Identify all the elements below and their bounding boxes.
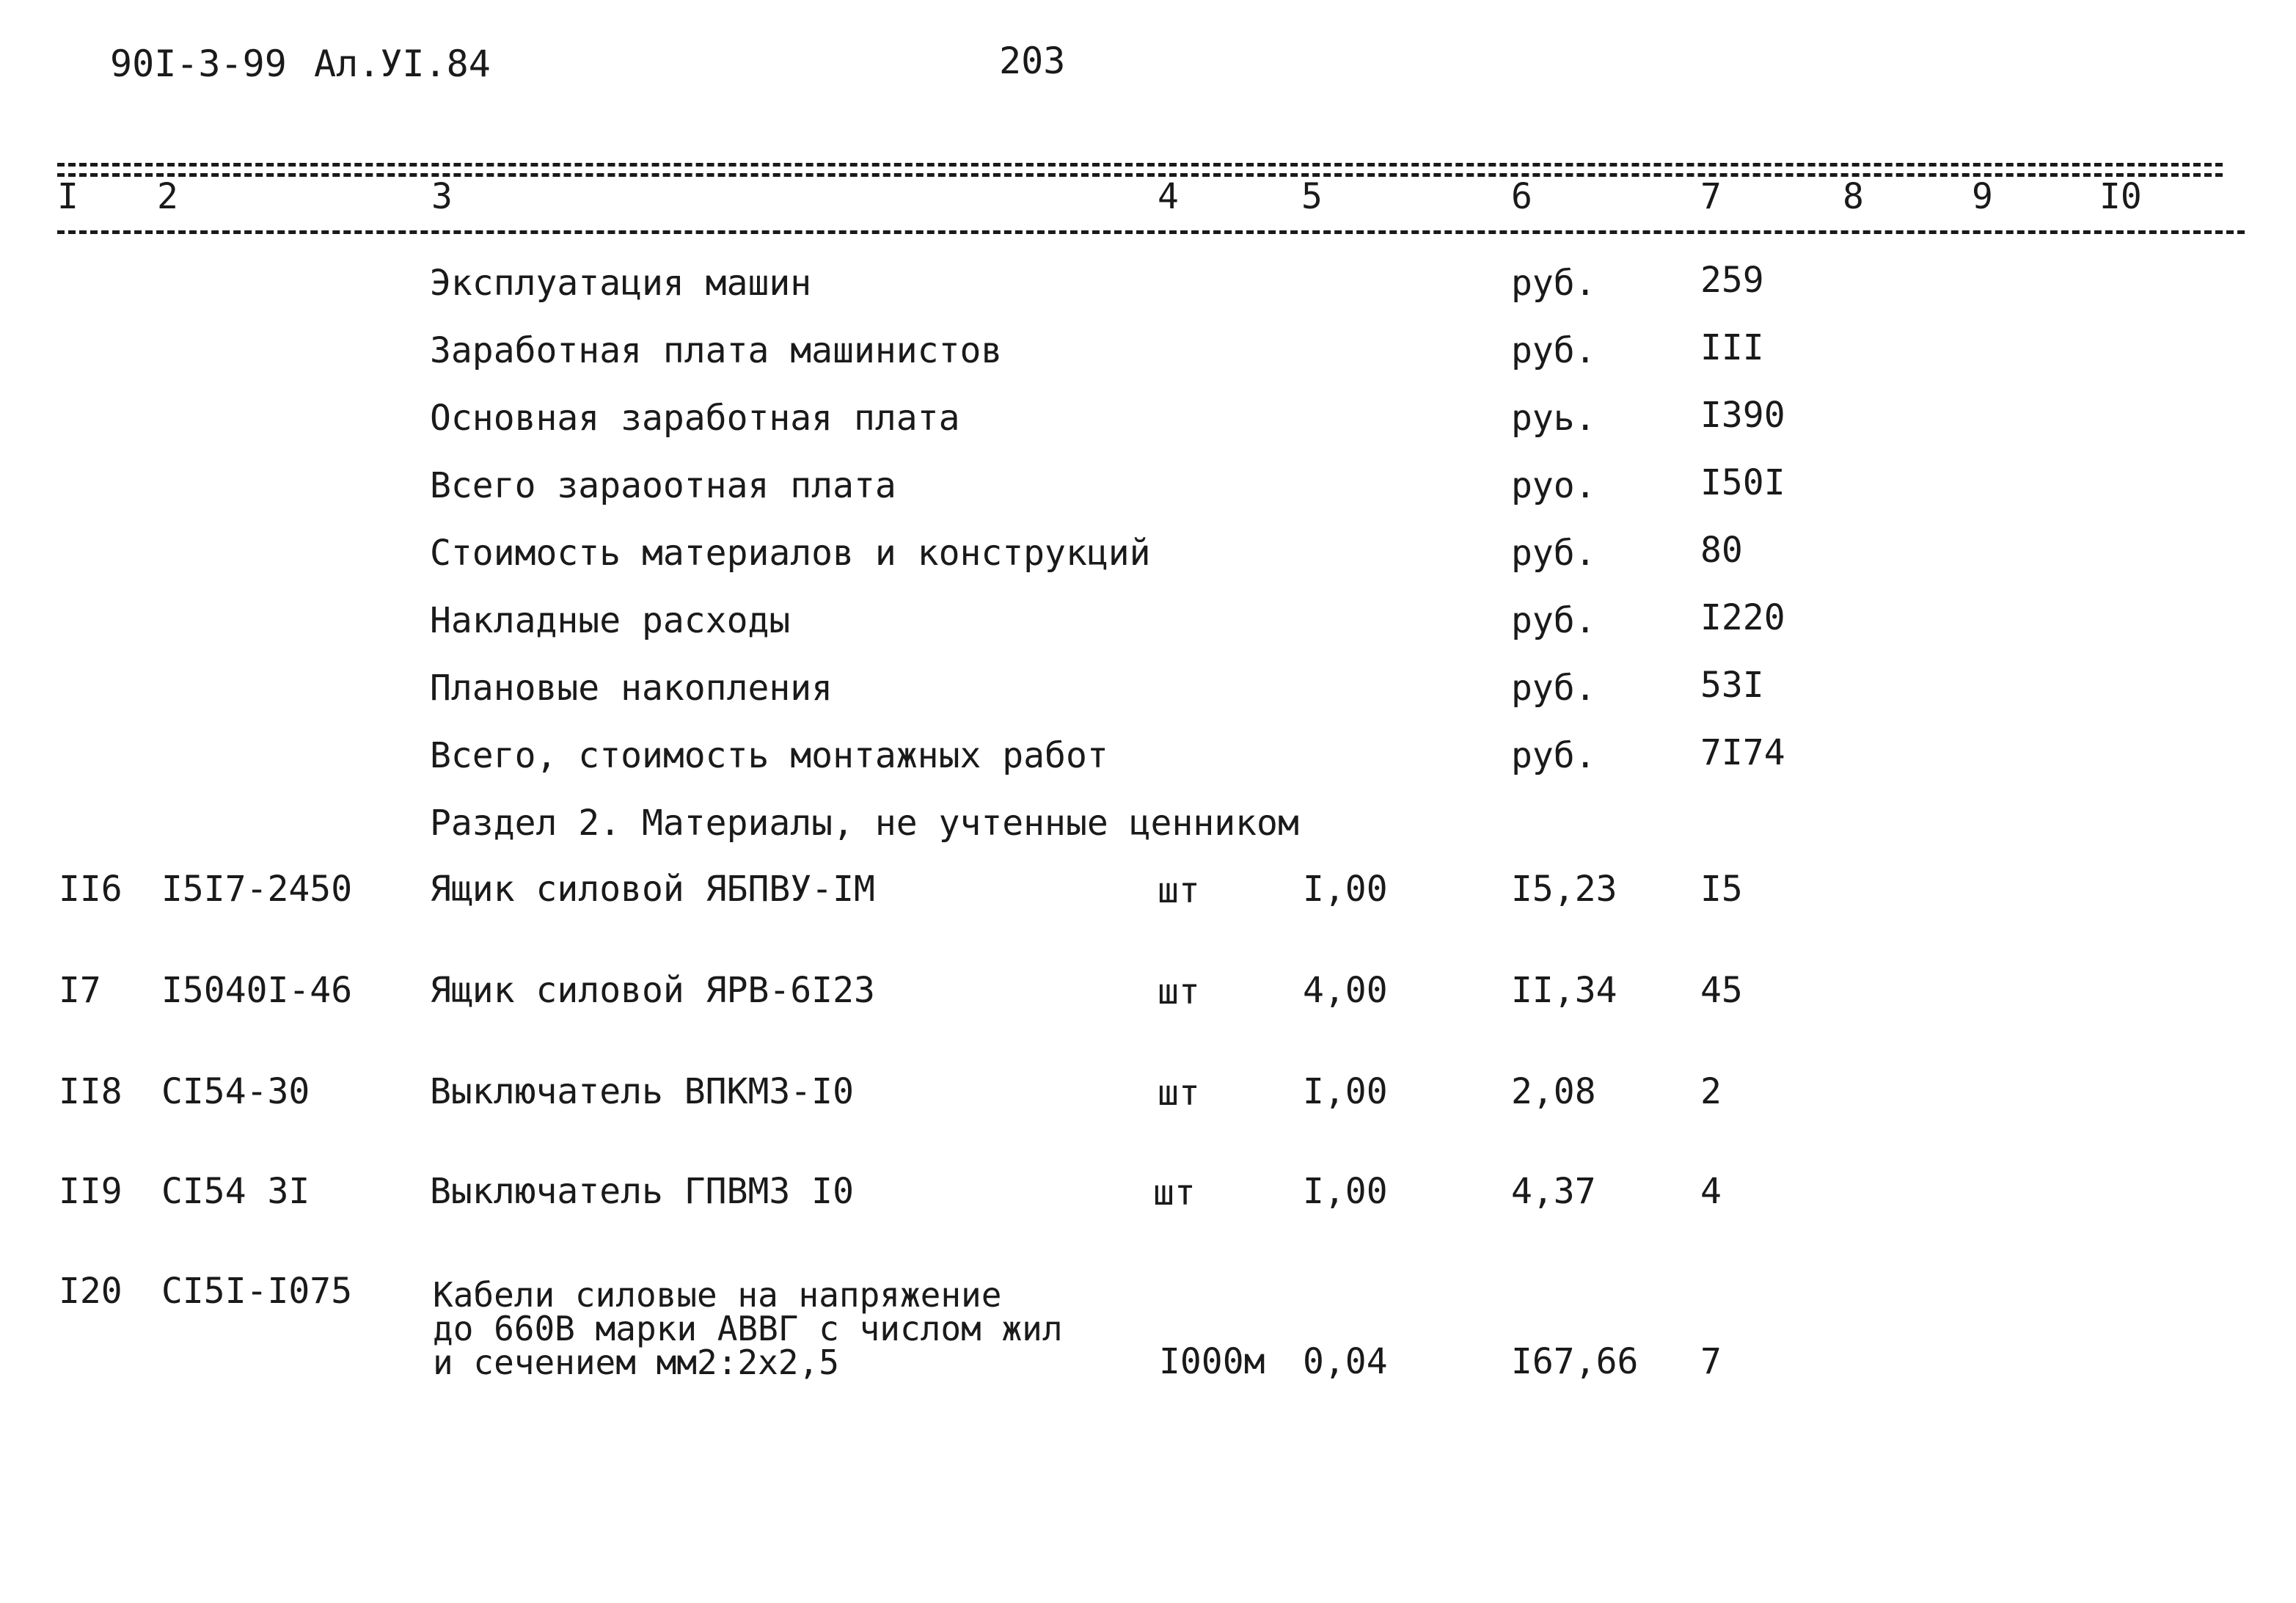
summary-value: 53I [1700, 665, 1764, 706]
item-number: II8 [59, 1071, 123, 1112]
summary-value: 80 [1700, 530, 1743, 571]
item-code: I5I7-2450 [161, 869, 353, 910]
summary-unit: руб. [1511, 600, 1596, 641]
item-total: I5 [1700, 869, 1743, 910]
item-total: 2 [1700, 1071, 1722, 1112]
column-header-3: 3 [431, 176, 453, 217]
summary-name: Заработная плата машинистов [430, 330, 1003, 371]
item-number: II6 [59, 869, 123, 910]
summary-name: Плановые накопления [430, 668, 833, 709]
item-code: CI54-30 [161, 1071, 310, 1112]
summary-value: I390 [1700, 395, 1785, 436]
item-quantity: I,00 [1303, 869, 1388, 910]
summary-value: 259 [1700, 260, 1764, 301]
column-header-1: I [57, 176, 78, 217]
column-header-5: 5 [1301, 176, 1323, 217]
summary-name: Основная заработная плата [430, 398, 960, 439]
item-quantity: I,00 [1303, 1071, 1388, 1112]
item-name: Ящик силовой ЯРВ-6I23 [430, 970, 875, 1011]
item-price: I67,66 [1511, 1341, 1639, 1382]
item-unit: I000м [1159, 1341, 1265, 1382]
item-total: 45 [1700, 970, 1743, 1011]
summary-name: Стоимость материалов и конструкций [430, 533, 1151, 574]
item-unit: шт [1158, 1073, 1200, 1114]
summary-value: III [1700, 327, 1764, 368]
summary-unit: руб. [1511, 263, 1596, 304]
item-quantity: 4,00 [1303, 970, 1388, 1011]
item-number: I20 [59, 1271, 123, 1312]
item-quantity: I,00 [1303, 1171, 1388, 1212]
item-name: Ящик силовой ЯБПВУ-IМ [430, 869, 875, 910]
summary-name: Эксплуатация машин [430, 263, 812, 304]
item-code: I5040I-46 [161, 970, 353, 1011]
document-code: 90I-3-99 [110, 43, 287, 85]
column-header-9: 9 [1972, 176, 1993, 217]
summary-value: 7I74 [1700, 732, 1785, 773]
item-name-line-2: до 660В марки АВВГ с числом жил [433, 1309, 1063, 1348]
item-code: CI5I-I075 [161, 1271, 353, 1312]
summary-unit: руб. [1511, 735, 1596, 776]
table-top-rule-2 [57, 173, 2223, 177]
summary-unit: руб. [1511, 668, 1596, 709]
column-header-10: I0 [2099, 176, 2142, 217]
item-unit: шт [1158, 870, 1200, 911]
item-quantity: 0,04 [1303, 1341, 1388, 1382]
column-header-6: 6 [1511, 176, 1532, 217]
item-code: CI54 3I [161, 1171, 310, 1212]
item-number: I7 [59, 970, 101, 1011]
item-price: 2,08 [1511, 1071, 1596, 1112]
page-number: 203 [999, 40, 1066, 82]
summary-unit: руб. [1511, 533, 1596, 574]
summary-unit: руб. [1511, 330, 1596, 371]
summary-unit: руо. [1511, 465, 1596, 506]
column-header-4: 4 [1158, 176, 1179, 217]
item-name: Выключатель ВПКМЗ-I0 [430, 1071, 854, 1112]
item-price: II,34 [1511, 970, 1617, 1011]
item-total: 4 [1700, 1171, 1722, 1212]
summary-name: Всего зараоотная плата [430, 465, 896, 506]
item-name-line-3: и сечением мм2:2х2,5 [433, 1343, 839, 1382]
album-number: Ал.УI.84 [314, 43, 491, 85]
item-name: Выключатель ГПВМЗ I0 [430, 1171, 854, 1212]
column-header-7: 7 [1700, 176, 1722, 217]
column-header-rule [57, 230, 2245, 234]
summary-unit: руь. [1511, 398, 1596, 439]
table-top-rule [57, 163, 2223, 167]
summary-value: I50I [1700, 462, 1785, 503]
item-unit: шт [1158, 971, 1200, 1012]
item-unit: шт [1153, 1172, 1196, 1213]
item-name-line-1: Кабели силовые на напряжение [433, 1275, 1002, 1315]
summary-value: I220 [1700, 597, 1785, 638]
summary-name: Всего, стоимость монтажных работ [430, 735, 1108, 776]
column-header-2: 2 [157, 176, 178, 217]
item-total: 7 [1700, 1341, 1722, 1382]
column-header-8: 8 [1843, 176, 1864, 217]
section-title: Раздел 2. Материалы, не учтенные ценником [430, 803, 1299, 844]
item-price: I5,23 [1511, 869, 1617, 910]
summary-name: Накладные расходы [430, 600, 791, 641]
item-price: 4,37 [1511, 1171, 1596, 1212]
item-number: II9 [59, 1171, 123, 1212]
